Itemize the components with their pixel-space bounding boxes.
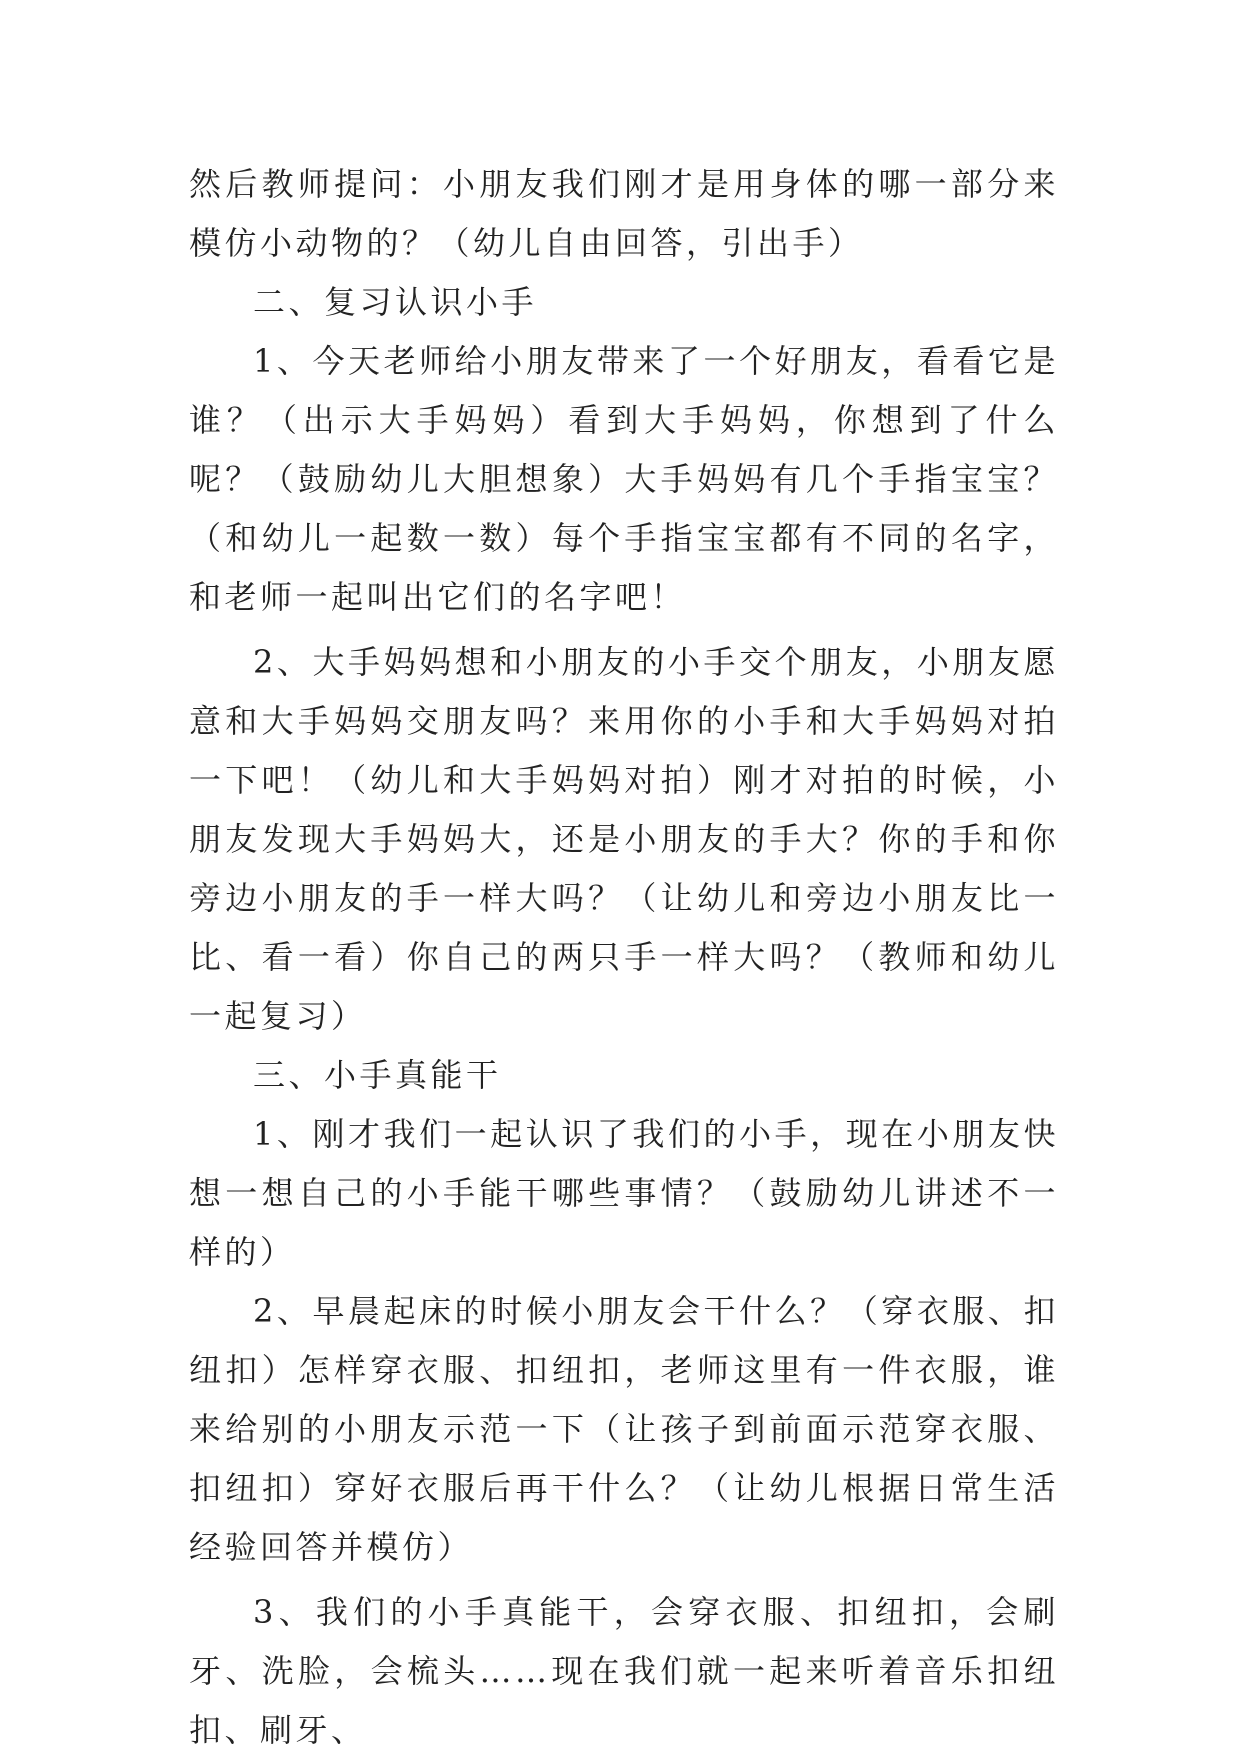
- section-heading-review-hands: 二、复习认识小手: [253, 283, 538, 321]
- paragraph-make-friends: 2、大手妈妈想和小朋友的小手交个朋友，小朋友愿意和大手妈妈交朋友吗？来用你的小手和大手妈妈对拍一下吧！（幼儿和大手妈妈对拍）刚才对拍的时候，小朋友发现大手妈妈大，还是小朋友的手大？你的手和你旁边小朋友的手一样大吗？（让幼儿和旁边小朋友比一比、看一看）你自己的两只手一样大吗？（教师和幼儿一起复习）: [189, 643, 1059, 1035]
- section-heading-capable-hands: 三、小手真能干: [253, 1056, 502, 1094]
- paragraph-question: 然后教师提问：小朋友我们刚才是用身体的哪一部分来模仿小动物的？（幼儿自由回答，引出手）: [189, 165, 1059, 262]
- paragraph-morning-routine: 2、早晨起床的时候小朋友会干什么？（穿衣服、扣纽扣）怎样穿衣服、扣纽扣，老师这里有一件衣服，谁来给别的小朋友示范一下（让孩子到前面示范穿衣服、扣纽扣）穿好衣服后再干什么？（让幼儿根据日常生活经验回答并模仿）: [189, 1292, 1059, 1566]
- paragraph-music-activity: 3、我们的小手真能干，会穿衣服、扣纽扣，会刷牙、洗脸，会梳头……现在我们就一起来听着音乐扣纽扣、刷牙、: [189, 1593, 1059, 1749]
- paragraph-what-hands-can-do: 1、刚才我们一起认识了我们的小手，现在小朋友快想一想自己的小手能干哪些事情？（鼓励幼儿讲述不一样的）: [189, 1115, 1059, 1271]
- document-body: [189, 155, 1059, 1760]
- paragraph-big-hand-mother: 1、今天老师给小朋友带来了一个好朋友，看看它是谁？（出示大手妈妈）看到大手妈妈，你想到了什么呢？（鼓励幼儿大胆想象）大手妈妈有几个手指宝宝？（和幼儿一起数一数）每个手指宝宝都有不同的名字，和老师一起叫出它们的名字吧！: [189, 342, 1059, 616]
